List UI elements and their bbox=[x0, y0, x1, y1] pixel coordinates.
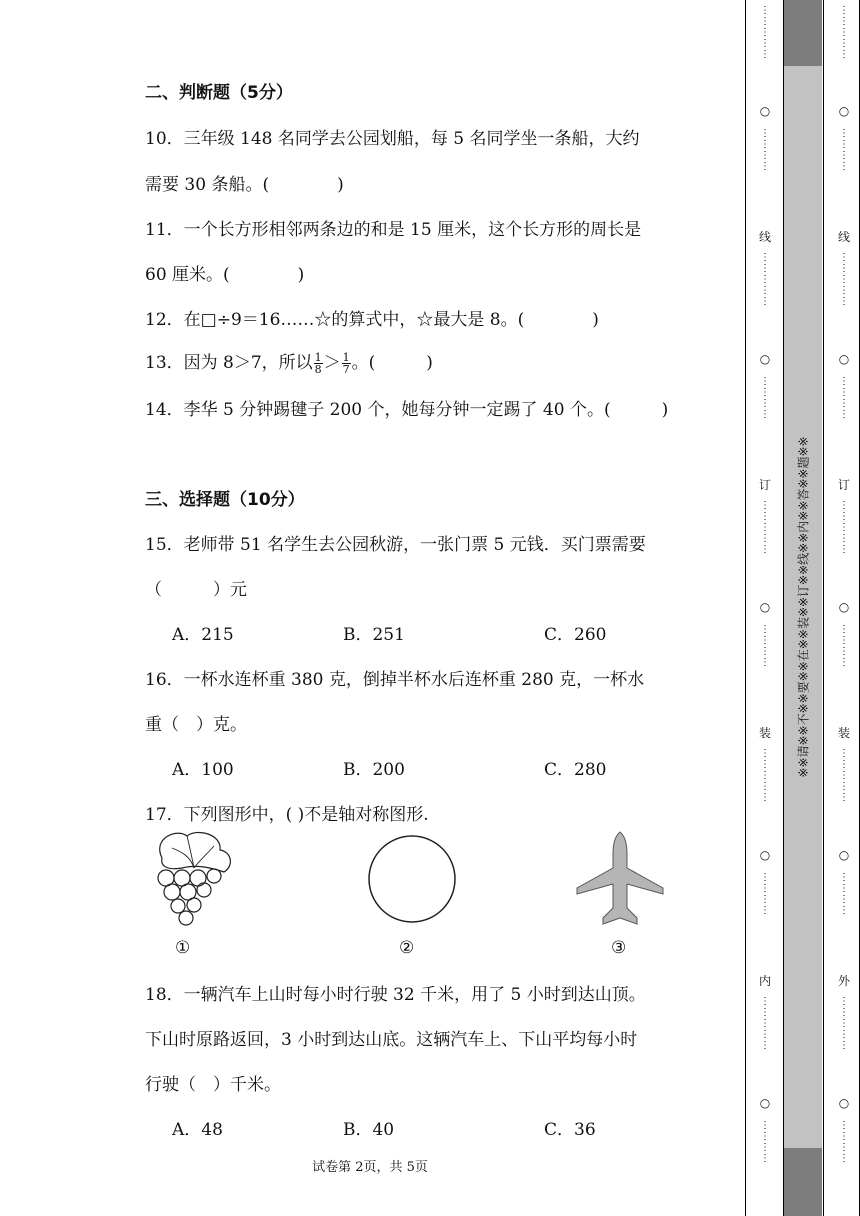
q11-line2: 60 厘米。( ) bbox=[145, 265, 305, 285]
notice-text: ※※请※※不※※要※※在※※装※※订※※线※※内※※答※※题※※ bbox=[796, 436, 811, 778]
strip-dark-top bbox=[784, 0, 822, 66]
outer-char-zhuang: 装 bbox=[837, 726, 850, 740]
q17: 17．下列图形中，( )不是轴对称图形. bbox=[145, 805, 429, 825]
q10-line2: 需要 30 条船。( ) bbox=[145, 175, 344, 195]
inner-circle-2: ○ bbox=[759, 352, 771, 366]
outer-char-ding: 订 bbox=[837, 478, 850, 492]
outer-circle-3: ○ bbox=[838, 600, 850, 614]
outer-circle-2: ○ bbox=[838, 352, 850, 366]
q18-line1: 18．一辆汽车上山时每小时行驶 32 千米，用了 5 小时到达山顶。 bbox=[145, 985, 646, 1005]
outer-circle-5: ○ bbox=[838, 1096, 850, 1110]
q13-gt: ＞ bbox=[323, 353, 341, 373]
outer-circle-4: ○ bbox=[838, 848, 850, 862]
section3-title: 三、选择题（10分） bbox=[145, 490, 305, 510]
q16-option-c: C．280 bbox=[544, 760, 607, 780]
page-footer: 试卷第 2页，共 5页 bbox=[312, 1160, 428, 1175]
inner-circle-3: ○ bbox=[759, 600, 771, 614]
q13 bbox=[145, 348, 433, 375]
q16-option-a: A．100 bbox=[172, 760, 234, 780]
q13-prefix: 13．因为 8＞7，所以 bbox=[145, 353, 313, 373]
q16-line1: 16．一杯水连杯重 380 克，倒掉半杯水后连杯重 280 克，一杯水 bbox=[145, 670, 645, 690]
figure-label-2: ② bbox=[399, 938, 415, 958]
section2-title: 二、判断题（5分） bbox=[145, 83, 293, 103]
fraction-one-seventh bbox=[342, 352, 351, 375]
inner-char-nei: 内 bbox=[758, 974, 771, 988]
q15-line1: 15．老师带 51 名学生去公园秋游，一张门票 5 元钱．买门票需要 bbox=[145, 535, 646, 555]
inner-circle-5: ○ bbox=[759, 1096, 771, 1110]
outer-circle-1: ○ bbox=[838, 104, 850, 118]
inner-dotted-column: ⋮ ⋮ ⋮ ⋮ ⋮ ○ ⋮ ⋮ ⋮ ⋮ 线 ⋮ ⋮ ⋮ ⋮ ⋮ ○ ⋮ ⋮ ⋮ ⋮ 订 ⋮ ⋮ ⋮ ⋮ ⋮ ○ ⋮ ⋮ ⋮ ⋮ 装 ⋮ ⋮ ⋮ ⋮ ⋮ ○ ⋮ ⋮ ⋮ ⋮ 内 ⋮ ⋮ ⋮ ⋮ ⋮ ○ ⋮ ⋮ ⋮ ⋮ bbox=[755, 0, 775, 1216]
airplane-figure bbox=[575, 830, 665, 930]
fraction-one-eighth bbox=[314, 352, 323, 375]
strip-dark-bottom bbox=[784, 1148, 822, 1216]
figure-label-1: ① bbox=[175, 938, 191, 958]
q15-option-c: C．260 bbox=[544, 625, 607, 645]
binding-border-left bbox=[745, 0, 746, 1216]
q14: 14．李华 5 分钟踢毽子 200 个，她每分钟一定踢了 40 个。( ) bbox=[145, 400, 669, 420]
grape-figure bbox=[142, 828, 242, 938]
inner-char-zhuang: 装 bbox=[758, 726, 771, 740]
outer-dotted-column: ⋮ ⋮ ⋮ ⋮ ⋮ ○ ⋮ ⋮ ⋮ ⋮ 线 ⋮ ⋮ ⋮ ⋮ ⋮ ○ ⋮ ⋮ ⋮ ⋮ 订 ⋮ ⋮ ⋮ ⋮ ⋮ ○ ⋮ ⋮ ⋮ ⋮ 装 ⋮ ⋮ ⋮ ⋮ ⋮ ○ ⋮ ⋮ ⋮ ⋮ 外 ⋮ ⋮ ⋮ ⋮ ⋮ ○ ⋮ ⋮ ⋮ ⋮ bbox=[834, 0, 854, 1216]
q18-line3: 行驶（ ）千米。 bbox=[145, 1075, 281, 1095]
q18-line2: 下山时原路返回，3 小时到达山底。这辆汽车上、下山平均每小时 bbox=[145, 1030, 638, 1050]
q15-option-a: A．215 bbox=[172, 625, 234, 645]
q18-option-b: B．40 bbox=[343, 1120, 395, 1140]
frac2-num: 1 bbox=[342, 351, 350, 364]
q16-option-b: B．200 bbox=[343, 760, 405, 780]
q18-option-a: A．48 bbox=[172, 1120, 223, 1140]
q15-line2: （ ）元 bbox=[145, 580, 247, 600]
outer-char-wai: 外 bbox=[837, 974, 850, 988]
frac1-num: 1 bbox=[314, 351, 322, 364]
inner-circle-1: ○ bbox=[759, 104, 771, 118]
frac1-den: 8 bbox=[314, 363, 322, 376]
q10-line1: 10．三年级 148 名同学去公园划船，每 5 名同学坐一条船，大约 bbox=[145, 129, 640, 149]
q13-suffix: 。( ) bbox=[351, 353, 433, 373]
inner-circle-4: ○ bbox=[759, 848, 771, 862]
circle-figure bbox=[365, 832, 460, 927]
q11-line1: 11．一个长方形相邻两条边的和是 15 厘米，这个长方形的周长是 bbox=[145, 220, 642, 240]
q16-line2: 重（ ）克。 bbox=[145, 715, 247, 735]
no-answer-notice bbox=[784, 66, 822, 1148]
outer-char-line: 线 bbox=[837, 230, 850, 244]
q18-option-c: C．36 bbox=[544, 1120, 596, 1140]
inner-char-line: 线 bbox=[758, 230, 771, 244]
figure-label-3: ③ bbox=[611, 938, 627, 958]
frac2-den: 7 bbox=[342, 363, 350, 376]
inner-char-ding: 订 bbox=[758, 478, 771, 492]
q15-option-b: B．251 bbox=[343, 625, 405, 645]
q12: 12．在□÷9＝16……☆的算式中，☆最大是 8。( ) bbox=[145, 310, 599, 330]
